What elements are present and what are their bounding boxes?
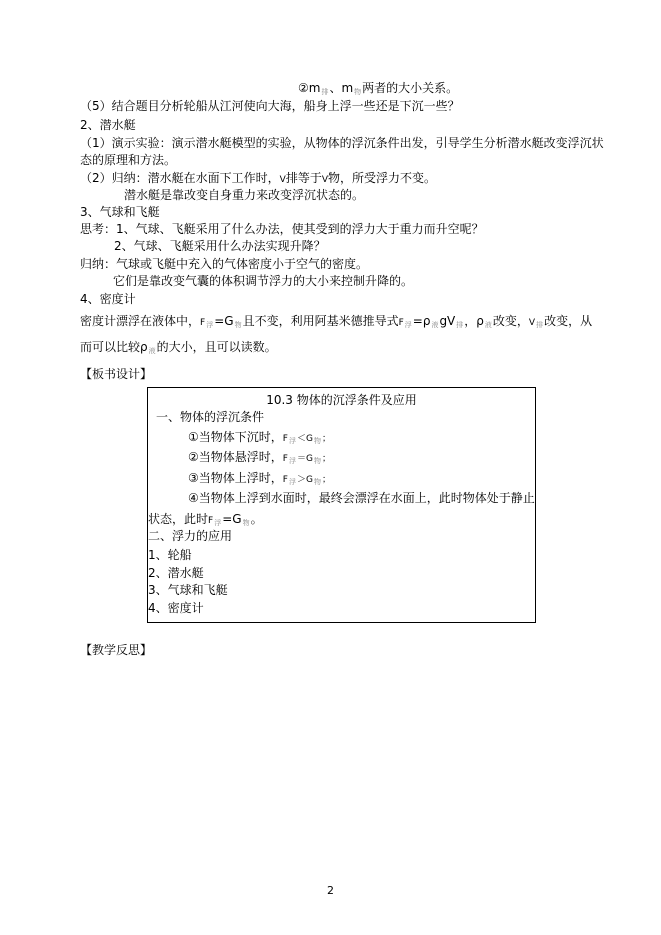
line-demo-2: 态的原理和方法。	[80, 153, 177, 167]
board-design-box	[147, 387, 536, 623]
board-heading-applications: 二、浮力的应用	[148, 529, 233, 543]
line-summary: （2）归纳：潜水艇在水面下工作时，V排等于V物，所受浮力不变。	[80, 171, 437, 185]
heading-submarine: 2、潜水艇	[80, 118, 136, 132]
condition-sink: ①当物体下沉时，$F_浮<G_物$；	[188, 430, 331, 445]
heading-balloon: 3、气球和飞艇	[80, 205, 160, 219]
board-title: 10.3 物体的沉浮条件及应用	[266, 393, 417, 407]
line-think-1: 思考：1、气球、飞艇采用了什么办法，使其受到的浮力大于重力而升空呢？	[80, 222, 484, 236]
line-hydrometer-2: 而可以比较$\rho_液$的大小，且可以读数。	[80, 340, 277, 355]
heading-teaching-reflection: 【教学反思】	[80, 643, 153, 657]
board-item-hydrometer: 4、密度计	[148, 601, 204, 615]
condition-float: ④当物体上浮到水面时，最终会漂浮在水面上，此时物体处于静止	[188, 491, 535, 505]
condition-float-cont: 状态，此时$F_浮=G_物$。	[148, 512, 263, 527]
line-demo-1: （1）演示实验：演示潜水艇模型的实验，从物体的浮沉条件出发，引导学生分析潜水艇改变浮沉状	[80, 136, 604, 150]
line-question-5: （5）结合题目分析轮船从江河使向大海，船身上浮一些还是下沉一些？	[80, 99, 460, 113]
line-submarine-principle: 潜水艇是靠改变自身重力来改变浮沉状态的。	[124, 188, 365, 202]
heading-board-design: 【板书设计】	[80, 367, 153, 381]
line-conclusion-1: 归纳：气球或飞艇中充入的气体密度小于空气的密度。	[80, 257, 369, 271]
condition-rise: ③当物体上浮时，$F_浮>G_物$；	[188, 471, 331, 486]
line-think-2: 2、气球、飞艇采用什么办法实现升降？	[114, 239, 326, 253]
board-item-balloon: 3、气球和飞艇	[148, 583, 228, 597]
condition-suspend: ②当物体悬浮时，$F_浮=G_物$；	[188, 450, 331, 465]
line-hydrometer-1: 密度计漂浮在液体中，$F_浮=G_物$且不变，利用阿基米德推导式$F_浮=\rho_液gV_排$，$\rho_液$改变，$V_排$改变，从	[80, 314, 593, 329]
line-mass-relation: $②m_排$、$m_物$两者的大小关系。	[298, 81, 459, 96]
board-item-submarine: 2、潜水艇	[148, 566, 204, 580]
line-conclusion-2: 它们是靠改变气囊的体积调节浮力的大小来控制升降的。	[113, 274, 414, 288]
board-item-ship: 1、轮船	[148, 548, 192, 562]
board-heading-conditions: 一、物体的浮沉条件	[156, 410, 265, 424]
page-number: 2	[327, 884, 334, 897]
heading-hydrometer: 4、密度计	[80, 292, 136, 306]
